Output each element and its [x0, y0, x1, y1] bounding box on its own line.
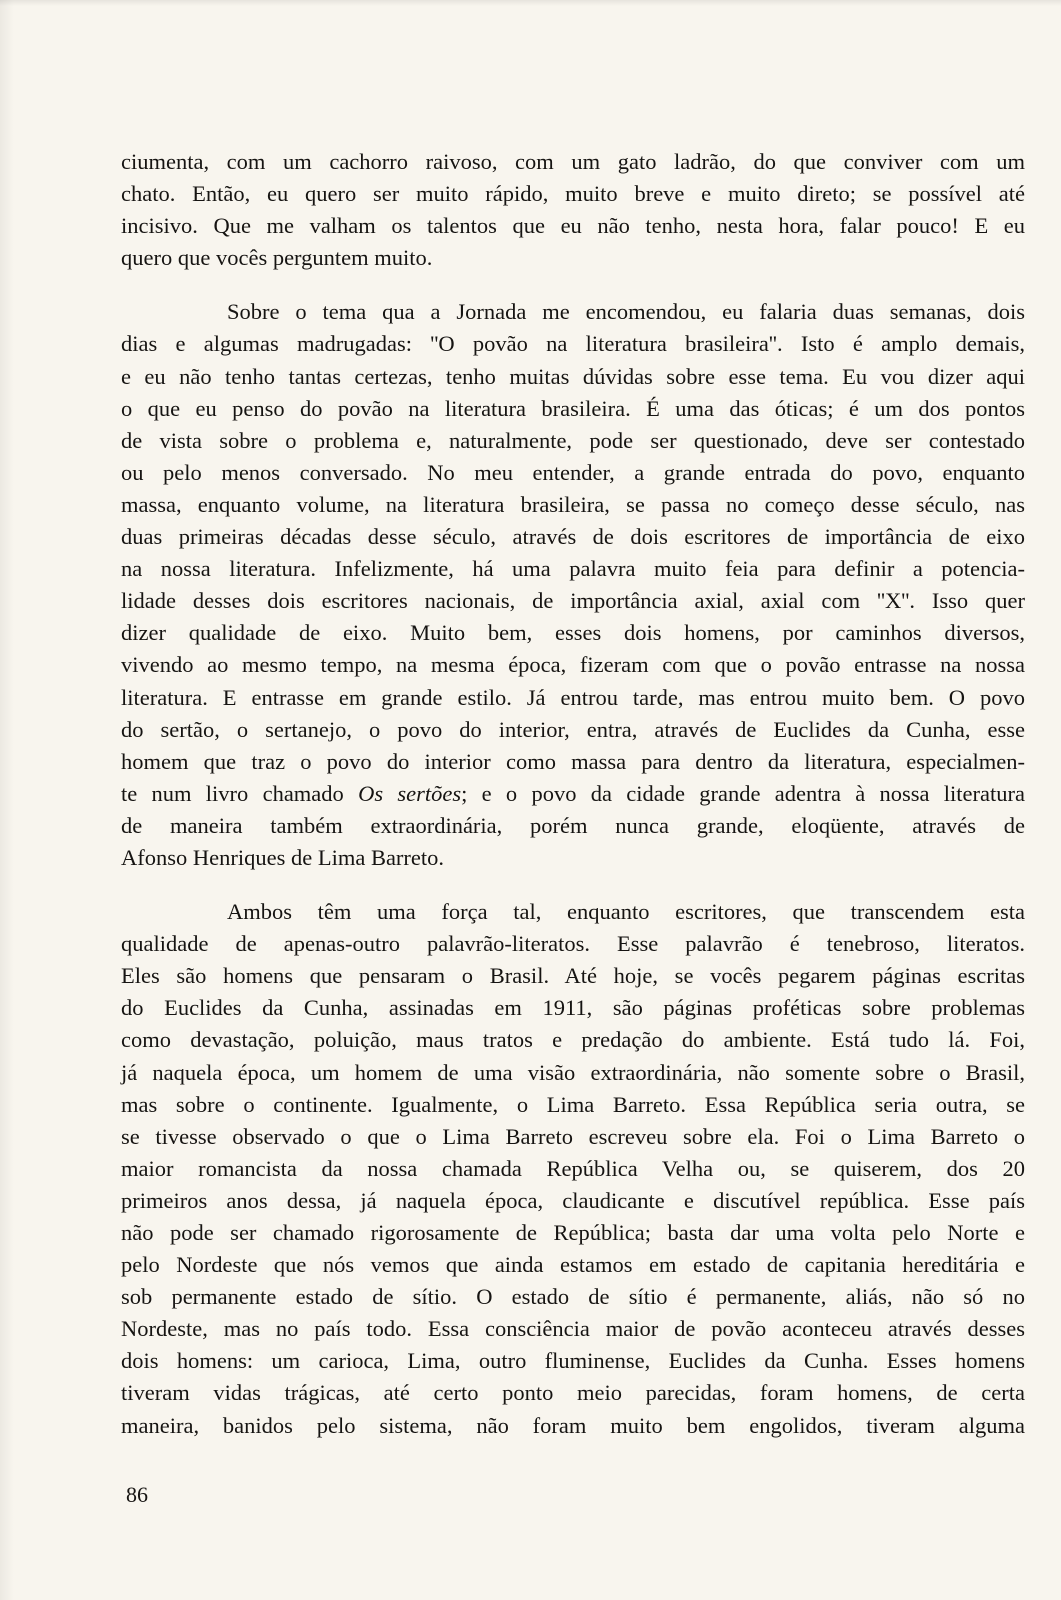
- text-line: de maneira também extraordinária, porém nunca grande, eloqüente, através de: [121, 812, 1025, 838]
- text-line: Nordeste, mas no país todo. Essa consciência maior de povão aconteceu através desses: [121, 1316, 1025, 1342]
- paragraph-2: [121, 296, 1025, 874]
- text-line: já naquela época, um homem de uma visão extraordinária, não somente sobre o Brasil,: [121, 1059, 1025, 1085]
- text-line: quero que vocês perguntem muito.: [121, 245, 433, 271]
- text-line: o que eu penso do povão na literatura brasileira. É uma das óticas; é um dos pontos: [121, 395, 1025, 421]
- page-number: 86: [126, 1482, 148, 1507]
- text-line: vivendo ao mesmo tempo, na mesma época, fizeram com que o povão entrasse na nossa: [121, 652, 1025, 678]
- text-line: de vista sobre o problema e, naturalmente, pode ser questionado, deve ser contestado: [121, 427, 1025, 453]
- text-line: incisivo. Que me valham os talentos que eu não tenho, nesta hora, falar pouco! E eu: [121, 213, 1025, 239]
- text-line: ciumenta, com um cachorro raivoso, com um gato ladrão, do que conviver com um: [121, 149, 1025, 174]
- text-line: dizer qualidade de eixo. Muito bem, esses dois homens, por caminhos diversos,: [121, 620, 1025, 646]
- text-line: homem que traz o povo do interior como massa para dentro da literatura, especialmen-: [121, 748, 1025, 774]
- book-title: Os sertões: [358, 780, 462, 806]
- text-line: pelo Nordeste que nós vemos que ainda estamos em estado de capitania hereditária e: [121, 1252, 1025, 1278]
- body-text: [121, 146, 1025, 1442]
- text-line: Sobre o tema qua a Jornada me encomendou, eu falaria duas semanas, dois: [227, 299, 1025, 325]
- text-line: Eles são homens que pensaram o Brasil. Até hoje, se vocês pegarem páginas escritas: [121, 963, 1025, 989]
- text-line: maneira, banidos pelo sistema, não foram muito bem engolidos, tiveram alguma: [121, 1412, 1025, 1438]
- text-line: e eu não tenho tantas certezas, tenho muitas dúvidas sobre esse tema. Eu vou dizer aqui: [121, 363, 1025, 389]
- text-line: se tivesse observado o que o Lima Barreto escreveu sobre ela. Foi o Lima Barreto o: [121, 1123, 1025, 1149]
- text-line: dois homens: um carioca, Lima, outro fluminense, Euclides da Cunha. Esses homens: [121, 1348, 1025, 1374]
- text-line: literatura. E entrasse em grande estilo. Já entrou tarde, mas entrou muito bem. O povo: [121, 684, 1025, 710]
- text-line: ou pelo menos conversado. No meu entender, a grande entrada do povo, enquanto: [121, 459, 1025, 485]
- text-line: lidade desses dois escritores nacionais, de importância axial, axial com ''X''. Isso quer: [121, 588, 1025, 614]
- paragraph-gap: [121, 874, 1025, 896]
- text-line: do sertão, o sertanejo, o povo do interior, entra, através de Euclides da Cunha, esse: [121, 716, 1025, 742]
- text-line: não pode ser chamado rigorosamente de República; basta dar uma volta pelo Norte e: [121, 1220, 1025, 1245]
- text-line: tiveram vidas trágicas, até certo ponto meio parecidas, foram homens, de certa: [121, 1380, 1025, 1406]
- paragraph-1: [121, 146, 1025, 274]
- text-line: como devastação, poluição, maus tratos e predação do ambiente. Está tudo lá. Foi,: [121, 1027, 1025, 1053]
- text-line: dias e algumas madrugadas: ''O povão na literatura brasileira''. Isto é amplo demais,: [121, 331, 1025, 357]
- text-line: na nossa literatura. Infelizmente, há uma palavra muito feia para definir a potencia-: [121, 556, 1025, 582]
- text-line: do Euclides da Cunha, assinadas em 1911, são páginas proféticas sobre problemas: [121, 995, 1025, 1021]
- paragraph-gap: [121, 274, 1025, 296]
- text-line: te num livro chamado Os sertões; e o povo da cidade grande adentra à nossa literatura: [121, 780, 1025, 806]
- text-line: massa, enquanto volume, na literatura brasileira, se passa no começo desse século, nas: [121, 491, 1025, 517]
- text-line: Ambos têm uma força tal, enquanto escritores, que transcendem esta: [227, 899, 1025, 925]
- text-line: duas primeiras décadas desse século, através de dois escritores de importância de eixo: [121, 524, 1025, 550]
- text-line: maior romancista da nossa chamada República Velha ou, se quiserem, dos 20: [121, 1155, 1025, 1181]
- paragraph-3: [121, 896, 1025, 1442]
- text-line: chato. Então, eu quero ser muito rápido, muito breve e muito direto; se possível até: [121, 181, 1025, 207]
- text-line: primeiros anos dessa, já naquela época, claudicante e discutível república. Esse país: [121, 1187, 1025, 1213]
- text-line: mas sobre o continente. Igualmente, o Lima Barreto. Essa República seria outra, se: [121, 1091, 1025, 1117]
- text-line: sob permanente estado de sítio. O estado de sítio é permanente, aliás, não só no: [121, 1284, 1025, 1310]
- text-line: qualidade de apenas-outro palavrão-literatos. Esse palavrão é tenebroso, literatos.: [121, 931, 1025, 957]
- text-line: Afonso Henriques de Lima Barreto.: [121, 844, 445, 870]
